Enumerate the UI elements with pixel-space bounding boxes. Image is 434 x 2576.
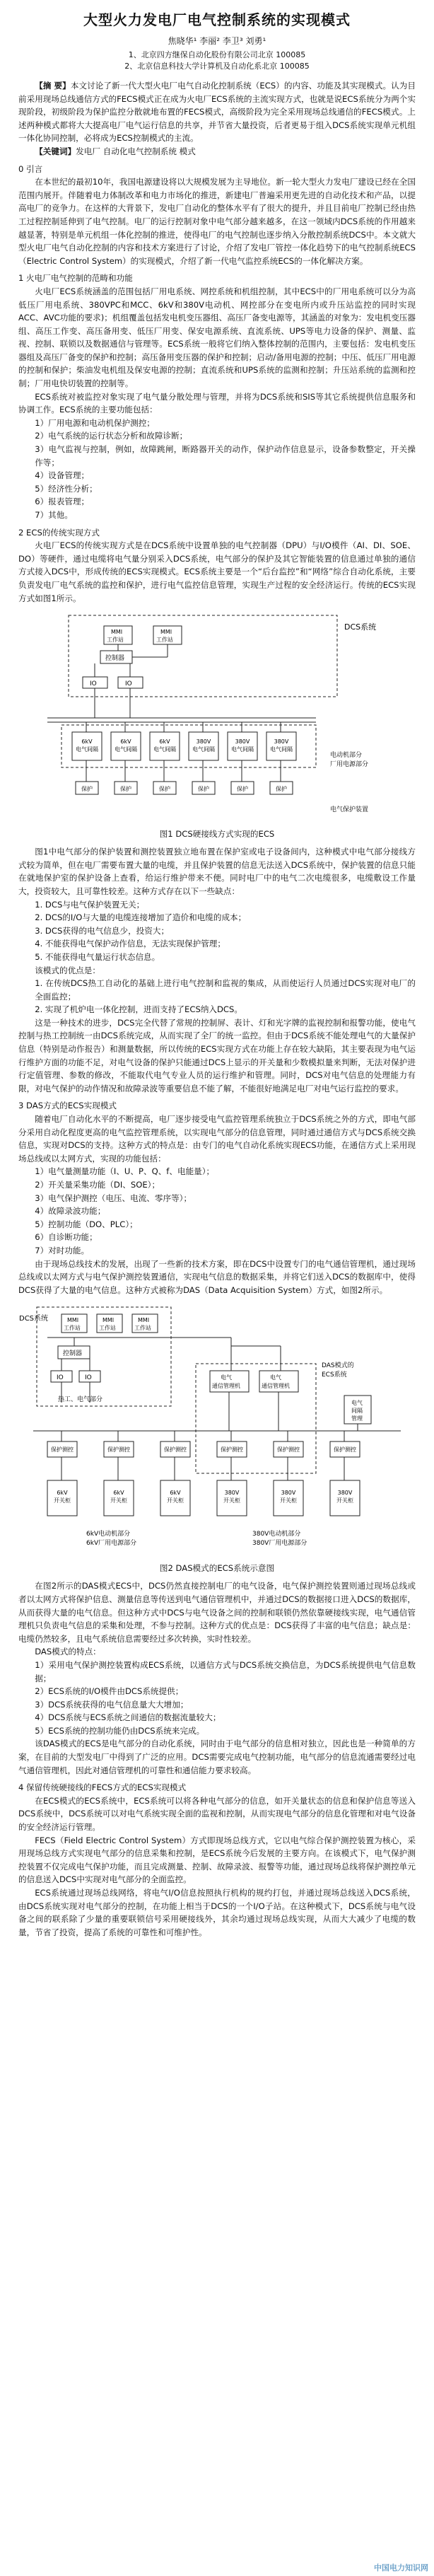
fig2-cab-label: 开关柜 [280, 1497, 297, 1504]
fig2-relay-label: 保护测控 [107, 1446, 130, 1454]
fig2-io-1: IO [57, 1374, 64, 1382]
fig1-motor-label-1: 电动机部分 [330, 752, 363, 760]
list-item: 7）其他。 [35, 510, 73, 520]
fig1-feeder-label: 6kV [81, 738, 93, 745]
fig1-io-1: IO [90, 680, 97, 688]
fig1-controller: 控制器 [105, 655, 125, 663]
paragraph: 随着电厂自动化水平的不断提高，电厂逐步接受电气监控管理系统独立于DCS系统之外的方式，即电气部分采用自动化程度更高的电气监控管理系统，以实现电气部分的信息管理，同时通过通信方式与DCS系统交换信息，实现对DCS的支持。这种方式的特点是：由专门的电气自动化系统实现ECS功能，在通信方式上采用现场总线或以太网方式，实现的功能包括： [18, 1114, 416, 1164]
article-title: 大型火力发电厂电气控制系统的实现模式 [83, 11, 351, 28]
fig2-io-2: IO [85, 1374, 92, 1382]
list-item: 6）报表管理； [35, 497, 90, 507]
fig2-cab-label: 380V [224, 1490, 240, 1497]
fig2-cab-label: 开关柜 [54, 1497, 71, 1504]
authors: 焦晓华¹ 李丽² 李卫³ 刘勇¹ [168, 36, 266, 46]
fig2-comm1-line2: 通信管理机 [212, 1383, 240, 1390]
keywords-text: 发电厂 自动化电气控制系统 模式 [76, 146, 196, 156]
list-item: 5）ECS系统的控制功能仍由DCS系统来完成。 [35, 1725, 205, 1736]
fig2-relay-label: 保护测控 [164, 1446, 187, 1454]
fig1-feeder-label: 6kV [120, 738, 131, 745]
fig2-op3-line1: MMI [138, 1317, 150, 1324]
fig1-feeder-label: 电气间隔 [153, 746, 176, 753]
fig2-comm2-line2: 通信管理机 [262, 1383, 290, 1390]
list-item: 4）DCS系统与ECS系统之间通信的数据流量较大； [35, 1712, 221, 1723]
fig2-cab-label: 开关柜 [167, 1497, 184, 1504]
fig1-feeder-label: 电气间隔 [231, 746, 254, 753]
list-item: 6）自诊断功能； [35, 1232, 98, 1243]
figure-1-diagram [19, 612, 415, 824]
list-item: 1）采用电气保护测控装置构成ECS系统，以通信方式与DCS系统交换信息，为DCS系统提供电气信息数据； [35, 1659, 416, 1683]
fig1-feeder-label: 380V [235, 738, 250, 745]
section-heading: 4 保留传统硬接线的FECS方式的ECS实现模式 [18, 1782, 187, 1793]
paragraph: ECS系统通过现场总线网络，将电气I/O信息按照执行机构的规约打包，并通过现场总线送入DCS系统，由DCS系统实现对电气部分的控制，在功能上相当于DCS的一个I/O子站。在这种模式下，DCS系统与电气设备之间的联系除了少量的重要联锁信号采用硬接线外，其余均通过现场总线实现，从而大大减少了电缆的数量，节省了投资，提高了系统的可靠性和可维护性。 [18, 1888, 416, 1937]
fig2-cab-label: 开关柜 [223, 1497, 240, 1504]
fig1-prot-label: 保护 [237, 786, 248, 793]
fig2-mgmt-line1: 电气 [351, 1400, 363, 1407]
fig1-feeder-label: 380V [274, 738, 289, 745]
figure-2-caption: 图2 DAS模式的ECS系统示意图 [159, 1563, 275, 1574]
fig2-cab-label: 开关柜 [110, 1497, 127, 1504]
figure-2-diagram [19, 1304, 415, 1558]
paragraph: DAS模式的特点： [35, 1647, 101, 1657]
list-item: 1. DCS与电气保护装置无关； [35, 899, 145, 910]
figure-1-caption: 图1 DCS硬接线方式实现的ECS [159, 829, 275, 840]
paragraph: FECS（Field Electric Control System）方式即现场总线方式，它以电气综合保护测控装置为核心，采用现场总线方式实现电气部分的信息采集和控制，是ECS系统今后发展的主要方向。在该模式下，电气保护测控装置不仅完成电气保护功能，而且完成测量、控制、故障录波、报警等功能，通过现场总线将保护测控单元的信息送入DCS中实现对电气部分的全面监控。 [18, 1835, 416, 1885]
section-heading: 1 火电厂电气控制的范畴和功能 [18, 273, 133, 284]
fig1-feeder-label: 电气间隔 [76, 746, 98, 753]
fig2-6kv-label-1: 6kV电动机部分 [86, 1531, 131, 1538]
fig1-motor-label-2: 厂用电源部分 [330, 761, 369, 769]
list-item: 5. 不能获得电气量运行状态信息。 [35, 951, 160, 962]
fig2-mgmt-line2: 间隔 [351, 1408, 363, 1415]
fig1-feeder-label: 电气间隔 [270, 746, 293, 753]
section-heading: 3 DAS方式的ECS实现模式 [18, 1101, 117, 1111]
fig1-prot-label: 保护 [81, 786, 93, 793]
paragraph: 在图2所示的DAS模式ECS中，DCS仍然直接控制电厂的电气设备，电气保护测控装置则通过现场总线或者以太网方式将保护信息、测量信息等传送到电气通信管理机中，并通过DCS的数据接口进入DCS的数据库，从而获得大量的电气信息。但这种方式中DCS与电气设备之间的控制和联锁仍然依靠硬接线实现，电气通信管理机只负责电气信息的采集和处理，不参与控制。这种方式的优点是：DCS获得了丰富的电气信息；缺点是：电缆仍然较多，且电气系统信息需要经过多次转换，实时性较差。 [18, 1581, 416, 1644]
keywords-label: 【关键词】 [35, 146, 76, 156]
section-heading: 0 引言 [18, 163, 43, 174]
list-item: 4. 不能获得电气保护动作信息，无法实现保护管理； [35, 939, 225, 949]
fig2-cab-label: 开关柜 [336, 1497, 353, 1504]
list-item: 5）控制功能（DO、PLC）； [35, 1219, 138, 1229]
fig2-comm2-line1: 电气 [270, 1374, 281, 1381]
paragraph: 该模式的优点是： [35, 965, 100, 975]
fig1-dcs-label: DCS系统 [344, 622, 377, 632]
fig2-op1-line1: MMI [67, 1317, 79, 1324]
figure-1 [19, 612, 415, 824]
paragraph: 火电厂ECS的传统实现方式是在DCS系统中设置单独的电气控制器（DPU）与I/O模件（AI、DI、SOE、DO）等硬件，通过电缆将电气量分别采入DCS系统，电气部分的保护及其它智能装置的信息通过单独的通信方式接入DCS中，形成传统的ECS实现模式。ECS系统主要是一个“后台监控”和“网络”综合自动化系统，主要负责发电厂电气系统的监控和保护，进行电气监控信息管理，实现生产过程的安全经济运行。传统的ECS实现方式如图1所示。 [18, 540, 416, 603]
fig1-feeder-label: 6kV [159, 738, 170, 745]
paragraph: 图1中电气部分的保护装置和测控装置独立地布置在保护室或电子设备间内，这种模式中电气部分接线方式较为简单，但在电厂需要布置大量的电缆，并且保护装置的信息无法送入DCS系统中，保护装置的信息只能在就地保护室的保护设备上查看，给运行维护带来不便。同时电厂中的电气二次电缆很多，电缆敷设工作量大，投资较大，且可靠性较差。这种方式存在以下一些缺点： [18, 847, 416, 896]
list-item: 2. 实现了机炉电一体化控制，进而支持了ECS纳入DCS。 [35, 1004, 242, 1015]
fig2-relay-label: 保护测控 [334, 1446, 356, 1454]
figure-2 [19, 1304, 415, 1558]
fig1-op1-line1: MMI [111, 629, 123, 636]
fig1-op1-line2: 工作站 [107, 637, 124, 644]
fig2-ecs-label-1: DAS模式的 [322, 1362, 354, 1370]
fig2-cab-label: 380V [337, 1490, 353, 1497]
paragraph: 这是一种技术的进步，DCS完全代替了常规的控制屏、表计、灯和光字牌的监视控制和报警功能，使电气控制与热工控制统一由DCS系统完成，从而实现了全厂的统一监控。但由于DCS系统不能处理电气的大量保护信息（特别是动作报告）和测量数据，所以传统的ECS实现方式在功能上存在较大缺陷，其主要表现为电气运行维护方面的功能不足，对电气设备的保护只能通过DCS上显示的开关量和少数模拟量来判断，无法对保护进行定值管理、参数的修改，不能取代电气专业人员的运行维护和管理。同时，DCS对电气信息的处理能力有限，对电气保护的动作情况和故障录波等重要信息不能了解，不能很好地满足电厂对电气运行监控的要求。 [18, 1017, 416, 1093]
fig1-feeder-label: 电气间隔 [192, 746, 215, 753]
list-item: 1）电气量测量功能（I、U、P、Q、f、电能量）； [35, 1166, 215, 1177]
list-item: 3）DCS系统获得的电气信息量大大增加； [35, 1699, 189, 1710]
watermark: 中国电力知识网 [374, 2563, 428, 2572]
list-item: 5）经济性分析； [35, 483, 98, 494]
list-item: 1）厂用电源和电动机保护测控； [35, 417, 155, 428]
abstract [18, 79, 416, 145]
list-item: 4）故障录波功能； [35, 1206, 106, 1217]
fig2-controller: 控制器 [63, 1350, 83, 1358]
abstract-label: 【摘 要】 [35, 81, 71, 91]
fig2-dcs-label: DCS系统 [19, 1315, 49, 1323]
paragraph: 在本世纪的最初10年，我国电源建设将以大规模发展为主导地位。新一轮大型火力发电厂建设已经在全国范围内展开。伴随着电力体制改革和电力市场化的推进，新建电厂普遍采用更先进的自动化技术和产品，以提高电厂的竞争力。在这样的大背景下，发电厂自动化的整体水平有了很大的提升，并且目前电厂控制已经由热工过程控制延伸到了电气控制。电厂的运行控制对象中电气部分越来越多，在这一领域内DCS系统的作用越来越显著，特别是单元机组一体化控制的推进，使得电厂的电气控制也逐步纳入分散控制系统DCS中。本文就大型火电厂电气自动化控制的内容和技术方案进行了讨论，介绍了发电厂管控一体化趋势下的电气控制系统ECS（Electric Control System）的实现模式，介绍了新一代电气监控系统ECS的一体化解决方案。 [18, 177, 416, 266]
fig2-thermal-label: 热工、电气部分 [58, 1396, 103, 1404]
section-heading: 2 ECS的传统实现方式 [18, 527, 100, 538]
fig2-comm1-line1: 电气 [221, 1374, 232, 1381]
list-item: 7）对时功能。 [35, 1245, 90, 1255]
paragraph: 该DAS模式的ECS是电气部分的自动化系统，同时由于电气部分的信息相对独立，因此也是一种简单的方案，在目前的大型发电厂中得到了广泛的应用。DCS需要完成电气控制功能，电气部分的信息流通需要经过电气通信管理机，因此对通信管理机的可靠性和通信能力要求较高。 [18, 1739, 416, 1775]
fig2-cab-label: 6kV [57, 1490, 68, 1497]
fig2-cab-label: 380V [281, 1490, 296, 1497]
fig2-380-label-1: 380V电动机部分 [252, 1531, 301, 1538]
list-item: 2）ECS系统的I/O模件由DCS系统提供； [35, 1686, 184, 1697]
list-item: 3）电气监视与控制，例如，故障跳闸，断路器开关的动作，保护动作信息显示，设备参数整定，开关操作等； [35, 444, 416, 468]
list-item: 2）电气系统的运行状态分析和故障诊断； [35, 431, 188, 441]
list-item: 3）电气保护测控（电压、电流、零序等）； [35, 1193, 192, 1203]
fig2-380-label-2: 380V厂用电源部分 [252, 1540, 307, 1548]
keywords [18, 145, 416, 158]
fig1-op2-line1: MMI [160, 629, 172, 636]
abstract-text: 本文讨论了新一代大型火电厂电气自动化控制系统（ECS）的内容、功能及其实现模式。认为目前采用现场总线通信方式的FECS模式正在成为火电厂ECS系统的主流实现方式，也就是说ECS系统分为两个实现阶段，初级阶段为保护监控分散就地布置的FECS模式，高级阶段为完全采用现场总线通信的FECS模式。上述两种模式都将大大提高电厂电气运行信息的共享，并节省大量投资，后者更易于组入DCS系统实现单元机组一体化协同控制，必将成为ECS控制模式的主流。 [18, 81, 416, 144]
fig1-prot-label: 保护 [159, 786, 170, 793]
list-item: 4）设备管理； [35, 470, 90, 481]
fig1-feeder-label: 电气间隔 [115, 746, 137, 753]
fig2-relay-label: 保护测控 [221, 1446, 243, 1454]
affiliation-1: 1、北京四方继保自动化股份有限公司北京 100085 [128, 50, 306, 59]
fig1-op2-line2: 工作站 [156, 637, 173, 644]
fig1-prot-label: 保护 [198, 786, 209, 793]
fig1-feeder-label: 380V [196, 738, 211, 745]
fig1-prot-label: 保护 [276, 786, 287, 793]
list-item: 2）开关量采集功能（DI、SOE）； [35, 1180, 160, 1190]
fig2-6kv-label-2: 6kV厂用电源部分 [86, 1540, 137, 1548]
fig2-cab-label: 6kV [170, 1490, 181, 1497]
fig2-op2-line1: MMI [102, 1317, 115, 1324]
fig1-prot-label: 保护 [120, 786, 131, 793]
fig2-relay-label: 保护测控 [51, 1446, 74, 1454]
list-item: 2. DCS的I/O与大量的电缆连接增加了造价和电缆的成本； [35, 912, 247, 923]
fig2-cab-label: 6kV [113, 1490, 124, 1497]
paragraph: ECS系统对被监控对象实现了电气量分散处理与管理，并将为DCS系统和SIS等其它系统提供信息服务和协调工作。ECS系统的主要功能包括： [18, 391, 416, 415]
fig2-op2-line2: 工作站 [99, 1325, 116, 1332]
list-item: 3. DCS获得的电气信息少，投资大； [35, 925, 170, 936]
affiliation-2: 2、北京信息科技大学计算机及自动化系北京 100085 [124, 62, 310, 71]
paragraph: 火电厂ECS系统涵盖的范围包括厂用电系统、网控系统和机组控制，其中ECS中的厂用电系统可以分为高低压厂用电系统、380VPC和MCC、6kV和380V电动机、网控部分在变电所内或升压站监控的同时实现ACC、AVC功能的要求)；机组覆盖包括发电机变压器组、高压厂备变电源等，其涵盖的对象为：发电机变压器组、高压工作变、高压备用变、低压厂用变、保安电源系统、直流系统、UPS等电力设备的保护、测量、监视、控制、联锁以及数据通信与管理等。ECS系统一般将它们纳入整体控制的范围内，主要包括：发电机变压器组及高压厂备变的保护和控制；高压备用变压器的保护和控制；启动/备用电源的控制；中压、低压厂用电源的控制和保护；柴油发电机组及保安电源的控制；直流系统和UPS系统的监测和控制；升压站系统的监测和控制；厂用电快切装置的控制等。 [18, 286, 416, 389]
fig1-io-2: IO [125, 680, 132, 688]
paragraph: 在ECS模式的ECS系统中，ECS系统可以将各种电气部分的信息，如开关量状态的信息和保护信息等送入DCS系统中，DCS系统可以对电气系统实现全面的监视和控制，从而实现电气部分的信息化管理和对电气设备的安全经济运行管理。 [18, 1795, 416, 1833]
fig2-ecs-label-2: ECS系统 [322, 1371, 347, 1379]
fig2-op1-line2: 工作站 [64, 1325, 81, 1332]
fig1-prot-label: 电气保护装置 [330, 806, 369, 814]
paragraph: 由于现场总线技术的发展，出现了一些新的技术方案，即在DCS中设置专门的电气通信管理机，通过现场总线或以太网方式与电气保护测控装置通信，实现电气信息的数据采集，并将它们送入DCS的数据库中，使得DCS获得了大量的电气信息。这种方式被称为DAS（Data Acquisition System）方式，如图2所示。 [18, 1258, 416, 1295]
fig2-relay-label: 保护测控 [277, 1446, 300, 1454]
fig2-mgmt-line3: 管理 [351, 1415, 363, 1422]
fig2-op3-line2: 工作站 [134, 1325, 151, 1332]
list-item: 1. 在传统DCS热工自动化的基础上进行电气控制和监视的集成，从而使运行人员通过DCS实现对电厂的全面监控； [35, 978, 416, 1002]
